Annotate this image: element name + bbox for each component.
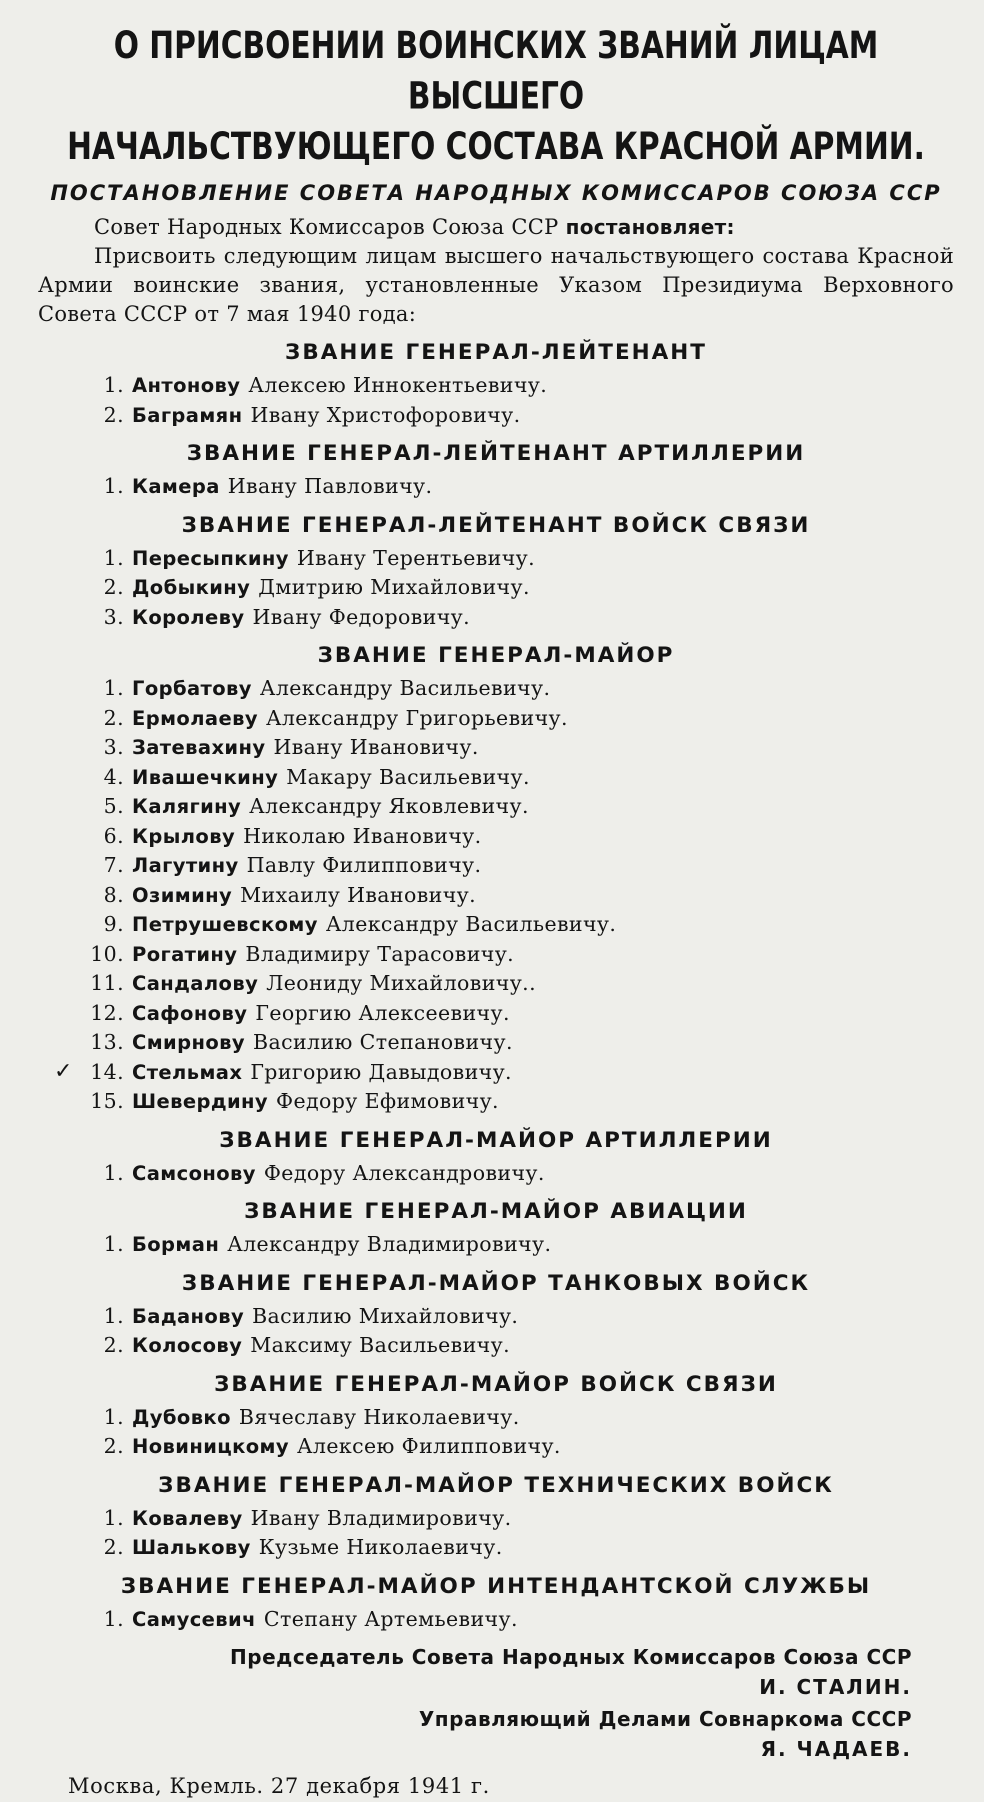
list-item — [38, 1028, 954, 1058]
list-item — [38, 573, 954, 603]
list-item — [38, 763, 954, 793]
list-item — [38, 1504, 954, 1534]
given-names: Максиму Васильевичу. — [250, 1333, 511, 1357]
surname: Добыкину — [132, 576, 251, 599]
given-names: Степану Артемьевичу. — [263, 1606, 518, 1631]
list-item — [38, 544, 954, 574]
item-number: 1. — [103, 1505, 124, 1530]
intro-paragraph-1 — [38, 213, 954, 242]
manager-title: Управляющий Делами Совнаркома СССР — [418, 1707, 912, 1731]
item-number: 14. — [90, 1059, 124, 1084]
item-number: 1. — [103, 1606, 124, 1631]
given-names: Владимиру Тарасовичу. — [245, 941, 515, 966]
given-names: Александру Васильевичу. — [325, 912, 617, 936]
item-number: 1. — [103, 1404, 124, 1429]
list-item — [38, 733, 954, 763]
rank-sections — [38, 339, 954, 1634]
given-names: Александру Владимировичу. — [227, 1232, 552, 1256]
given-names: Алексею Филипповичу. — [297, 1434, 561, 1458]
given-names: Ивану Христофоровичу. — [250, 402, 521, 427]
item-number: 5. — [103, 794, 124, 818]
surname: Ивашечкину — [132, 765, 279, 789]
given-names: Николаю Ивановичу. — [243, 823, 482, 848]
item-number: 12. — [90, 1000, 124, 1025]
surname: Петрушевскому — [132, 913, 318, 936]
section-heading: ЗВАНИЕ ГЕНЕРАЛ-ЛЕЙТЕНАНТ ВОЙСК СВЯЗИ — [181, 512, 811, 538]
item-number: 10. — [90, 941, 124, 966]
manager-name: Я. ЧАДАЕВ. — [760, 1737, 912, 1761]
surname: Крылову — [132, 824, 236, 848]
surname: Смирнову — [132, 1031, 245, 1054]
surname: Горбатову — [132, 677, 252, 700]
given-names: Григорию Давыдовичу. — [250, 1059, 512, 1084]
rank-list — [38, 472, 954, 502]
rank-list — [38, 1230, 954, 1260]
given-names: Александру Григорьевичу. — [265, 705, 568, 730]
list-item — [38, 822, 954, 852]
list-item — [38, 1087, 954, 1117]
given-names: Александру Яковлевичу. — [249, 794, 529, 818]
given-names: Василию Степановичу. — [253, 1030, 513, 1054]
section-heading: ЗВАНИЕ ГЕНЕРАЛ-ЛЕЙТЕНАНТ АРТИЛЛЕРИИ — [186, 441, 806, 466]
item-number: 3. — [103, 604, 124, 629]
surname: Баданову — [132, 1304, 245, 1328]
item-number: 1. — [103, 474, 124, 498]
surname: Рогатину — [132, 942, 238, 966]
list-item — [38, 1533, 954, 1563]
surname: Новиницкому — [132, 1435, 289, 1458]
list-item — [38, 704, 954, 734]
given-names: Ивану Павловичу. — [227, 474, 433, 498]
surname: Ковалеву — [132, 1506, 243, 1530]
surname: Затевахину — [132, 736, 266, 759]
list-item — [38, 999, 954, 1029]
surname: Дубовко — [132, 1405, 231, 1429]
given-names: Вячеславу Николаевичу. — [238, 1404, 520, 1429]
rank-list — [38, 544, 954, 633]
given-names: Алексею Иннокентьевичу. — [248, 373, 548, 397]
intro-text: Совет Народных Комиссаров Союза ССР — [94, 215, 566, 239]
list-item — [38, 1058, 954, 1088]
section-heading: ЗВАНИЕ ГЕНЕРАЛ-МАЙОР ИНТЕНДАНТСКОЙ СЛУЖБЫ — [120, 1573, 872, 1599]
rank-list — [38, 1302, 954, 1361]
surname: Камера — [132, 475, 220, 498]
item-number: 2. — [103, 1434, 124, 1458]
list-item — [38, 792, 954, 822]
given-names: Федору Ефимовичу. — [276, 1089, 499, 1113]
given-names: Василию Михайловичу. — [252, 1303, 519, 1328]
list-item — [38, 851, 954, 881]
list-item — [38, 1302, 954, 1332]
surname: Антонову — [132, 374, 241, 397]
list-item — [38, 472, 954, 502]
item-number: 11. — [90, 971, 124, 995]
item-number: 4. — [103, 764, 124, 789]
surname: Шевердину — [132, 1090, 269, 1113]
headline-line-2: НАЧАЛЬСТВУЮЩЕГО СОСТАВА КРАСНОЙ АРМИИ. — [67, 124, 925, 168]
list-item — [38, 1159, 954, 1189]
section-heading: ЗВАНИЕ ГЕНЕРАЛ-МАЙОР ВОЙСК СВЯЗИ — [214, 1371, 778, 1397]
given-names: Георгию Алексеевичу. — [255, 1000, 510, 1025]
decree-subtitle: ПОСТАНОВЛЕНИЕ СОВЕТА НАРОДНЫХ КОМИССАРОВ СОЮЗА ССР — [50, 181, 942, 205]
chairman-name: И. СТАЛИН. — [759, 1675, 912, 1699]
rank-list — [38, 1504, 954, 1563]
item-number: 6. — [103, 823, 124, 848]
rank-list — [38, 674, 954, 1117]
surname: Ермолаеву — [132, 706, 258, 730]
list-item — [38, 674, 954, 704]
surname: Калягину — [132, 795, 242, 818]
checkmark-icon: ✓ — [54, 1058, 73, 1084]
intro-paragraph-2: Присвоить следующим лицам высшего начальствующего состава Красной Армии воинские звания, установленные Указом Президиума Верховного Совета СССР от 7 мая 1940 года: — [38, 244, 954, 326]
given-names: Дмитрию Михайловичу. — [258, 575, 530, 599]
item-number: 1. — [103, 373, 124, 397]
section-heading: ЗВАНИЕ ГЕНЕРАЛ-МАЙОР АВИАЦИИ — [244, 1199, 748, 1224]
section-heading: ЗВАНИЕ ГЕНЕРАЛ-МАЙОР АРТИЛЛЕРИИ — [219, 1127, 773, 1153]
given-names: Леониду Михайловичу.. — [266, 971, 537, 995]
rank-list — [38, 1605, 954, 1635]
place-date: Москва, Кремль. 27 декабря 1941 г. — [68, 1774, 490, 1798]
headline — [38, 20, 954, 171]
surname: Пересыпкину — [132, 546, 289, 570]
signature-block — [38, 1642, 954, 1764]
given-names: Ивану Владимировичу. — [250, 1505, 512, 1530]
section-heading: ЗВАНИЕ ГЕНЕРАЛ-МАЙОР ТЕХНИЧЕСКИХ ВОЙСК — [158, 1472, 834, 1498]
given-names: Ивану Федоровичу. — [252, 604, 471, 629]
surname: Шалькову — [132, 1536, 251, 1559]
intro-verb: постановляет: — [565, 215, 735, 239]
headline-line-1: О ПРИСВОЕНИИ ВОИНСКИХ ЗВАНИЙ ЛИЦАМ ВЫСШЕГО — [113, 23, 879, 118]
surname: Самсонову — [132, 1161, 256, 1185]
list-item — [38, 1230, 954, 1260]
given-names: Макару Васильевичу. — [286, 764, 530, 789]
given-names: Александру Васильевичу. — [259, 676, 551, 700]
item-number: 2. — [103, 575, 124, 599]
rank-list — [38, 1403, 954, 1462]
surname: Борман — [132, 1233, 220, 1256]
list-item — [38, 371, 954, 401]
surname: Озимину — [132, 883, 233, 907]
list-item — [38, 603, 954, 633]
item-number: 3. — [103, 735, 124, 759]
list-item — [38, 910, 954, 940]
rank-list — [38, 1159, 954, 1189]
item-number: 2. — [103, 1535, 124, 1559]
given-names: Кузьме Николаевичу. — [258, 1535, 503, 1559]
item-number: 1. — [103, 545, 124, 570]
surname: Самусевич — [132, 1607, 256, 1631]
item-number: 2. — [103, 1333, 124, 1357]
item-number: 1. — [103, 676, 124, 700]
list-item — [38, 969, 954, 999]
given-names: Ивану Терентьевичу. — [296, 545, 536, 570]
section-heading: ЗВАНИЕ ГЕНЕРАЛ-ЛЕЙТЕНАНТ — [285, 340, 707, 365]
item-number: 1. — [103, 1303, 124, 1328]
item-number: 15. — [90, 1089, 124, 1113]
item-number: 7. — [103, 853, 124, 877]
surname: Колосову — [132, 1334, 243, 1357]
item-number: 13. — [90, 1030, 124, 1054]
list-item — [38, 401, 954, 431]
list-item — [38, 881, 954, 911]
given-names: Михаилу Ивановичу. — [240, 882, 477, 907]
item-number: 8. — [103, 882, 124, 907]
chairman-title: Председатель Совета Народных Комиссаров Союза ССР — [230, 1645, 912, 1669]
section-heading: ЗВАНИЕ ГЕНЕРАЛ-МАЙОР — [317, 643, 675, 668]
list-item — [38, 1432, 954, 1462]
item-number: 2. — [103, 402, 124, 427]
surname: Сандалову — [132, 972, 259, 995]
item-number: 2. — [103, 705, 124, 730]
surname: Стельмах — [132, 1060, 243, 1084]
list-item — [38, 1605, 954, 1635]
list-item — [38, 1403, 954, 1433]
item-number: 1. — [103, 1232, 124, 1256]
surname: Королеву — [132, 605, 245, 629]
list-item — [38, 1331, 954, 1361]
rank-list — [38, 371, 954, 430]
given-names: Ивану Ивановичу. — [273, 735, 479, 759]
given-names: Павлу Филипповичу. — [246, 853, 482, 877]
surname: Сафонову — [132, 1001, 248, 1025]
surname: Баграмян — [132, 403, 243, 427]
given-names: Федору Александровичу. — [263, 1160, 545, 1185]
section-heading: ЗВАНИЕ ГЕНЕРАЛ-МАЙОР ТАНКОВЫХ ВОЙСК — [181, 1270, 811, 1296]
list-item — [38, 940, 954, 970]
item-number: 9. — [103, 912, 124, 936]
surname: Лагутину — [132, 854, 239, 877]
item-number: 1. — [103, 1160, 124, 1185]
